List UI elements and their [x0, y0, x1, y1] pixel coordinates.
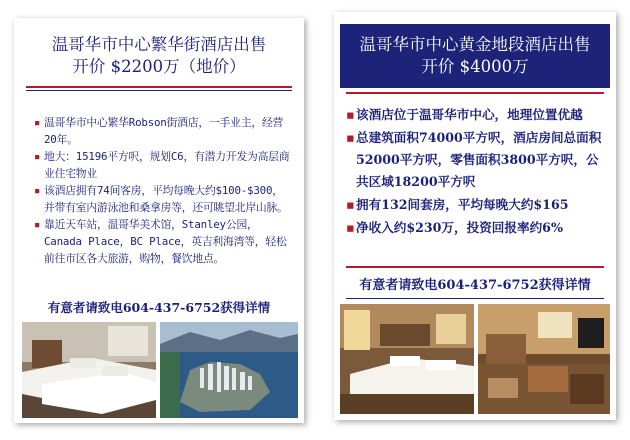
- contact-divider-thin: [346, 298, 604, 299]
- title-line-2: 开价 $4000万: [421, 57, 529, 76]
- title-line-2: 开价 $2200万（地价）: [72, 57, 246, 76]
- bullet-icon: ▪: [34, 116, 41, 129]
- bullet-icon: ▪: [346, 220, 355, 235]
- bullet-icon: ▪: [34, 150, 41, 163]
- title-divider-thin: [26, 90, 292, 91]
- title-divider: [346, 92, 604, 94]
- title-divider: [26, 86, 292, 88]
- title-line-1: 温哥华市中心黄金地段酒店出售: [359, 35, 591, 54]
- contact-line: 有意者请致电604-437-6752获得详情: [47, 300, 271, 315]
- bullet-icon: ▪: [346, 107, 355, 122]
- bullet-item: ▪ 拥有132间套房，平均每晚大约$165: [356, 194, 610, 216]
- bullet-icon: ▪: [34, 184, 41, 197]
- bullet-item: ▪ 地大：15196平方呎，规划C6，有潜力开发为高层商业住宅物业: [34, 150, 290, 180]
- listing-title-banner: [340, 24, 610, 88]
- hotel-listing-left: [14, 18, 304, 423]
- city-skyline-photo: [160, 322, 298, 418]
- listing-title: [14, 34, 304, 78]
- bullet-icon: ▪: [346, 197, 355, 212]
- hotel-bedroom-photo: [340, 304, 474, 414]
- bullet-item: ▪ 该酒店拥有74间客房，平均每晚大约$100-$300，并带有室内游泳池和桑拿房等，还可眺望北岸山脉。: [34, 184, 288, 214]
- bullet-item: ▪ 温哥华市中心繁华Robson街酒店，一手业主，经营20年。: [34, 116, 284, 146]
- bullet-item: ▪ 靠近天车站，温哥华美术馆，Stanley公园，Canada Place，BC Place，英吉利海湾等，轻松前往市区各大旅游，购物，餐饮地点。: [34, 218, 287, 265]
- bullet-icon: ▪: [346, 130, 355, 145]
- hotel-listing-right: [334, 12, 616, 420]
- title-line-1: 温哥华市中心繁华街酒店出售: [51, 35, 267, 54]
- contact-line: 有意者请致电604-437-6752获得详情: [359, 278, 591, 293]
- hotel-room-photo: [22, 322, 156, 418]
- listing-bullets: [346, 104, 610, 240]
- bullet-item: ▪ 总建筑面积74000平方呎，酒店房间总面积52000平方呎，零售面积3800平方呎，公共区域18200平方呎: [356, 127, 610, 193]
- bullet-item: ▪ 该酒店位于温哥华市中心，地理位置优越: [356, 104, 610, 126]
- bullet-icon: ▪: [34, 218, 41, 231]
- hotel-suite-photo: [478, 304, 610, 414]
- listing-bullets: [34, 114, 292, 267]
- contact-divider: [346, 266, 604, 268]
- bullet-item: ▪ 净收入约$230万，投资回报率约6%: [356, 217, 610, 239]
